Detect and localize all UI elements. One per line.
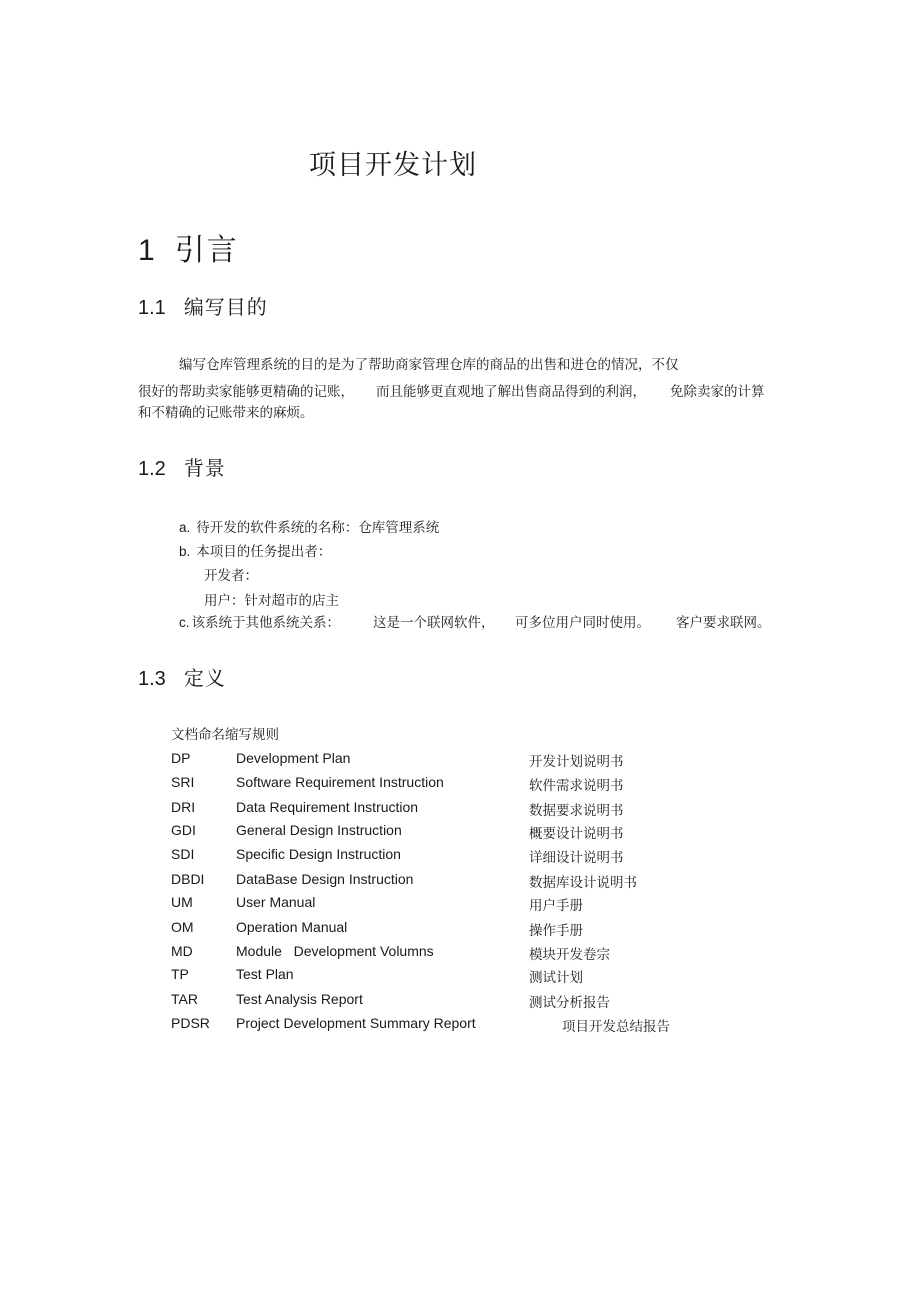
table-row-cn: 测试计划 <box>529 970 583 986</box>
table-row-en: Project Development Summary Report <box>236 1015 476 1031</box>
table-row-cn: 用户手册 <box>529 898 583 914</box>
purpose-paragraph-line-2a: 很好的帮助卖家能够更精确的记账， <box>138 384 354 400</box>
table-row-en: User Manual <box>236 894 316 910</box>
background-item-a <box>179 516 439 536</box>
table-row-cn: 详细设计说明书 <box>529 850 624 866</box>
item-c-part-3: 可多位用户同时使用。 <box>515 615 650 631</box>
background-developer: 开发者： <box>204 568 258 584</box>
table-row-abbr: MD <box>171 943 193 959</box>
item-a-marker: a. <box>179 520 191 535</box>
table-row-abbr: DP <box>171 750 191 766</box>
table-row-cn: 项目开发总结报告 <box>562 1019 670 1035</box>
table-row-en: Operation Manual <box>236 919 348 935</box>
purpose-paragraph-line-2c: 免除卖家的计算 <box>670 384 765 400</box>
item-c-part-2: 这是一个联网软件， <box>373 615 495 631</box>
table-row-en: Software Requirement Instruction <box>236 774 444 790</box>
document-title: 项目开发计划 <box>309 150 477 181</box>
table-row-en: Data Requirement Instruction <box>236 799 419 815</box>
section-1-3-heading <box>138 662 226 691</box>
table-row-cn: 数据库设计说明书 <box>529 875 637 891</box>
table-row-en: Development Plan <box>236 750 351 766</box>
background-item-b <box>179 540 331 560</box>
table-row-en: General Design Instruction <box>236 822 402 838</box>
table-row-abbr: DBDI <box>171 871 205 887</box>
item-c-text: 该系统于其他系统关系： <box>191 615 341 631</box>
table-row-abbr: UM <box>171 894 193 910</box>
section-1-2-heading <box>138 452 226 481</box>
purpose-paragraph-line-1: 编写仓库管理系统的目的是为了帮助商家管理仓库的商品的出售和进仓的情况，不仅 <box>179 357 679 373</box>
table-row-abbr: TAR <box>171 991 198 1007</box>
table-row-abbr: TP <box>171 966 189 982</box>
background-item-c <box>179 611 340 631</box>
table-row-abbr: SDI <box>171 846 195 862</box>
table-caption: 文档命名缩写规则 <box>171 727 279 743</box>
section-1-heading <box>138 225 239 269</box>
section-1-3-title: 定义 <box>183 666 226 690</box>
item-a-text: 待开发的软件系统的名称：仓库管理系统 <box>196 520 440 536</box>
table-row-en: Specific Design Instruction <box>236 846 401 862</box>
section-1-number: 1 <box>138 234 155 267</box>
item-c-part-4: 客户要求联网。 <box>676 615 771 631</box>
table-row-en: Test Analysis Report <box>236 991 363 1007</box>
table-row-abbr: GDI <box>171 822 196 838</box>
section-1-1-title: 编写目的 <box>183 295 268 319</box>
table-row-cn: 操作手册 <box>529 923 583 939</box>
table-row-en: Test Plan <box>236 966 294 982</box>
table-row-abbr: PDSR <box>171 1015 210 1031</box>
purpose-paragraph-line-2b: 而且能够更直观地了解出售商品得到的利润， <box>376 384 646 400</box>
table-row-abbr: SRI <box>171 774 195 790</box>
table-row-cn: 测试分析报告 <box>529 995 610 1011</box>
section-1-2-number: 1.2 <box>138 458 166 480</box>
table-row-cn: 开发计划说明书 <box>529 754 624 770</box>
table-row-cn: 软件需求说明书 <box>529 778 624 794</box>
section-1-1-number: 1.1 <box>138 297 166 319</box>
purpose-paragraph-line-3: 和不精确的记账带来的麻烦。 <box>138 405 314 421</box>
item-c-marker: c. <box>179 615 190 630</box>
section-1-2-title: 背景 <box>183 456 226 480</box>
table-row-en: DataBase Design Instruction <box>236 871 414 887</box>
section-1-1-heading <box>138 291 268 320</box>
table-row-en: Module Development Volumns <box>236 943 434 959</box>
item-b-marker: b. <box>179 544 191 559</box>
table-row-cn: 模块开发卷宗 <box>529 947 610 963</box>
table-row-abbr: OM <box>171 919 194 935</box>
section-1-3-number: 1.3 <box>138 668 166 690</box>
table-row-cn: 数据要求说明书 <box>529 803 624 819</box>
table-row-cn: 概要设计说明书 <box>529 826 624 842</box>
item-b-text: 本项目的任务提出者： <box>196 544 332 560</box>
table-row-abbr: DRI <box>171 799 196 815</box>
background-user: 用户：针对超市的店主 <box>204 593 339 609</box>
section-1-title: 引言 <box>174 233 239 268</box>
